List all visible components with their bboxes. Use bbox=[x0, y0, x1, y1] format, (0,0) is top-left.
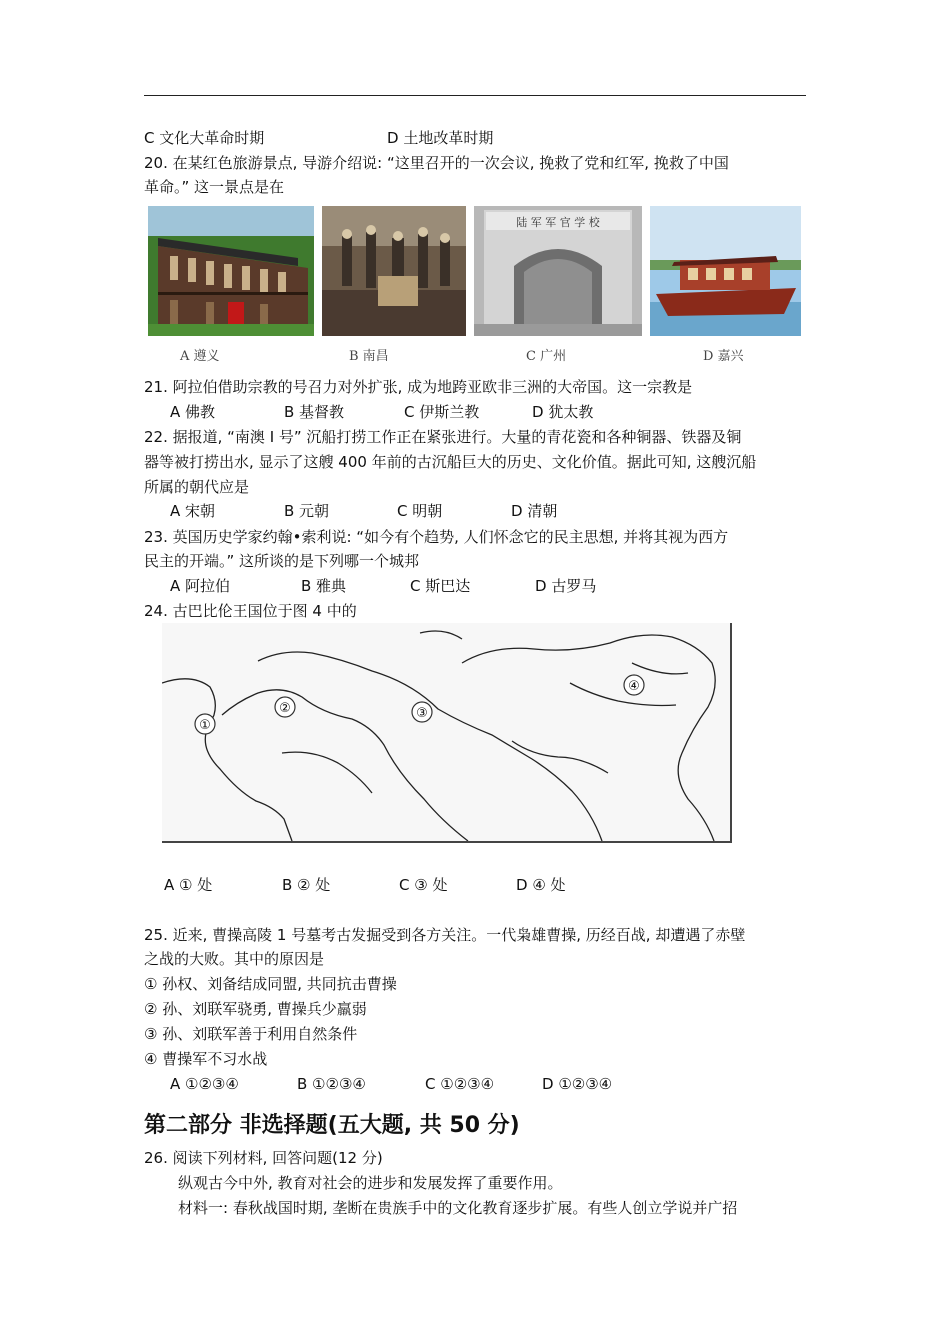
caption-c: C 广州 bbox=[526, 349, 567, 364]
q23-option-a: A 阿拉伯 bbox=[170, 577, 231, 595]
photo-nanchang-painting bbox=[322, 206, 466, 336]
part-two-heading: 第二部分 非选择题(五大题, 共 50 分) bbox=[144, 1113, 520, 1138]
q25-text-line1: 25. 近来, 曹操高陵 1 号墓考古发掘受到各方关注。一代枭雄曹操, 历经百战, 却遭遇了赤壁 bbox=[144, 926, 746, 944]
q22-option-d: D 清朝 bbox=[511, 502, 558, 520]
q22-text-line2: 器等被打捞出水, 显示了这艘 400 年前的古沉船巨大的历史、文化价值。据此可知, 这艘沉船 bbox=[144, 453, 757, 471]
q26-text-line2: 纵观古今中外, 教育对社会的进步和发展发挥了重要作用。 bbox=[178, 1174, 563, 1192]
q25-text-line2: 之战的大败。其中的原因是 bbox=[144, 950, 325, 968]
q24-option-b: B ② 处 bbox=[282, 876, 331, 894]
map-figure-4 bbox=[162, 623, 732, 843]
q24-text: 24. 古巴比伦王国位于图 4 中的 bbox=[144, 602, 357, 620]
q22-option-b: B 元朝 bbox=[284, 502, 330, 520]
photo-jiaxing-boat bbox=[650, 206, 801, 336]
q21-text: 21. 阿拉伯借助宗教的号召力对外扩张, 成为地跨亚欧非三洲的大帝国。这一宗教是 bbox=[144, 378, 693, 396]
header-rule bbox=[144, 95, 806, 96]
q20-text-line2: 革命。” 这一景点是在 bbox=[144, 178, 285, 196]
q24-option-d: D ④ 处 bbox=[516, 876, 566, 894]
map-marker-1: ① bbox=[199, 718, 211, 733]
q23-option-b: B 雅典 bbox=[301, 577, 347, 595]
q24-option-c: C ③ 处 bbox=[399, 876, 448, 894]
q22-option-a: A 宋朝 bbox=[170, 502, 216, 520]
caption-d: D 嘉兴 bbox=[703, 349, 744, 364]
q25-option-d: D ①②③④ bbox=[542, 1075, 613, 1093]
q26-text-line3: 材料一: 春秋战国时期, 垄断在贵族手中的文化教育逐步扩展。有些人创立学说并广招 bbox=[178, 1199, 738, 1217]
q23-option-c: C 斯巴达 bbox=[410, 577, 471, 595]
q23-text-line2: 民主的开端。” 这所谈的是下列哪一个城邦 bbox=[144, 552, 420, 570]
q20-text-line1: 20. 在某红色旅游景点, 导游介绍说: “这里召开的一次会议, 挽救了党和红军, 挽救了中国 bbox=[144, 154, 729, 172]
photo-zunyi-building bbox=[148, 206, 314, 336]
q23-option-d: D 古罗马 bbox=[535, 577, 597, 595]
q21-option-b: B 基督教 bbox=[284, 403, 345, 421]
q22-option-c: C 明朝 bbox=[397, 502, 443, 520]
q25-option-a: A ①②③④ bbox=[170, 1075, 239, 1093]
caption-a: A 遵义 bbox=[180, 349, 220, 364]
photo-guangzhou-gate bbox=[474, 206, 642, 336]
q19-option-d: D 土地改革时期 bbox=[387, 129, 494, 147]
q25-item-1: ① 孙权、刘备结成同盟, 共同抗击曹操 bbox=[144, 975, 397, 993]
q25-item-4: ④ 曹操军不习水战 bbox=[144, 1050, 268, 1068]
q25-option-b: B ①②③④ bbox=[297, 1075, 366, 1093]
caption-b: B 南昌 bbox=[349, 349, 389, 364]
q24-option-a: A ① 处 bbox=[164, 876, 213, 894]
q25-option-c: C ①②③④ bbox=[425, 1075, 495, 1093]
map-marker-4: ④ bbox=[628, 679, 640, 694]
map-marker-3: ③ bbox=[416, 706, 428, 721]
q26-text-line1: 26. 阅读下列材料, 回答问题(12 分) bbox=[144, 1149, 383, 1167]
q19-option-c: C 文化大革命时期 bbox=[144, 129, 265, 147]
q25-item-3: ③ 孙、刘联军善于利用自然条件 bbox=[144, 1025, 358, 1043]
map-marker-2: ② bbox=[279, 701, 291, 716]
q21-option-d: D 犹太教 bbox=[532, 403, 594, 421]
q21-option-c: C 伊斯兰教 bbox=[404, 403, 480, 421]
gate-sign-text: 陆 军 军 官 学 校 bbox=[516, 216, 600, 229]
q22-text-line3: 所属的朝代应是 bbox=[144, 478, 250, 496]
q23-text-line1: 23. 英国历史学家约翰•索利说: “如今有个趋势, 人们怀念它的民主思想, 并将其视为西方 bbox=[144, 528, 729, 546]
q21-option-a: A 佛教 bbox=[170, 403, 216, 421]
q22-text-line1: 22. 据报道, “南澳 I 号” 沉船打捞工作正在紧张进行。大量的青花瓷和各种铜器、铁器及铜 bbox=[144, 428, 742, 446]
q25-item-2: ② 孙、刘联军骁勇, 曹操兵少羸弱 bbox=[144, 1000, 367, 1018]
